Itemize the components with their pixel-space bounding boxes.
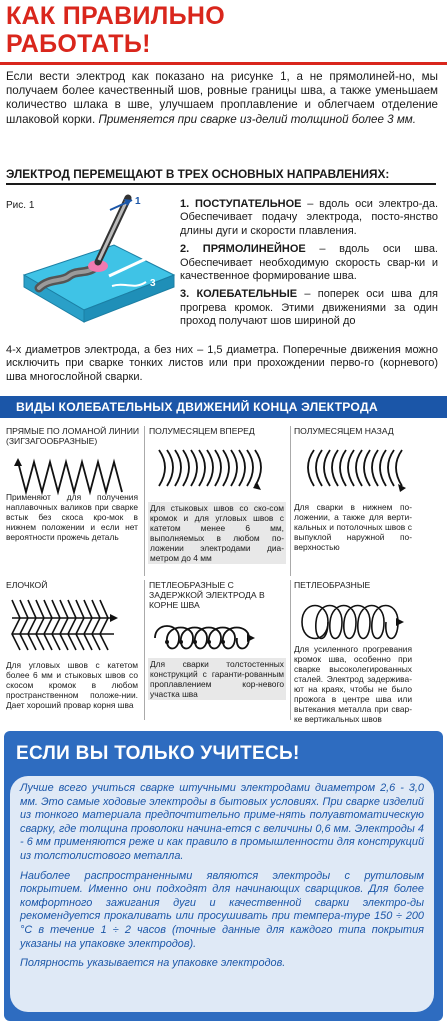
direction-item-2-title: 2. ПРЯМОЛИНЕЙНОЕ: [180, 243, 306, 256]
intro-italic: Применяется при сварке из-делий толщиной более 3 мм.: [98, 112, 416, 126]
cell-separator: [144, 580, 145, 720]
page-title-line1: КАК ПРАВИЛЬНО: [6, 2, 225, 30]
motion-desc-loop-root: Для сварки толстостенных конструкций с гаранти-рованным проплавлением кор-невого участка шва: [150, 659, 284, 699]
motion-desc-crescent-forward: Для стыковых швов со ско-сом кромок и для угловых швов с катетом менее 6 мм, выполняемых в любом по-ложении электродами диа-метром до 4 мм: [150, 503, 284, 563]
beginner-box-title: ЕСЛИ ВЫ ТОЛЬКО УЧИТЕСЬ!: [16, 743, 300, 764]
direction-item-1-text: – вдоль оси электро-да. Обеспечивает подачу электрода, посто-янство длины дуги и скорости плавления.: [180, 198, 438, 237]
directions-list: [180, 198, 438, 334]
crescent-back-pattern-icon: [294, 442, 424, 492]
motion-title-loop: ПЕТЛЕОБРАЗНЫЕ: [294, 580, 371, 590]
direction-item-3-continued: 4-х диаметров электрода, а без них – 1,5 диаметра. Поперечные движения можно исключить при сварке тонких листов или при прохождении перво-го (корневого) шва многослойной сварки.: [6, 344, 438, 383]
direction-item-3-title: 3. КОЛЕБАТЕЛЬНЫЕ: [180, 288, 298, 301]
figure-label: Рис. 1: [6, 200, 35, 211]
motion-cell-crescent-forward: [149, 426, 289, 492]
motion-title-crescent-forward: ПОЛУМЕСЯЦЕМ ВПЕРЕД: [149, 426, 255, 436]
intro-text: Если вести электрод как показано на рисунке 1, а не прямолиней-но, мы получаем более качественный шов, ровные границы шва, а также уменьшаем количество шлака в шве, улучшаем проплавление и облегчаем отделение шлаковой корки.: [6, 70, 438, 126]
motion-desc-herringbone: Для угловых швов с катетом более 6 мм и стыковых швов со скосом кромок в любом пространственном положе-нии. Дает хороший провар корня шва: [6, 660, 138, 710]
cell-separator: [290, 426, 291, 576]
direction-item-1-title: 1. ПОСТУПАТЕЛЬНОЕ: [180, 198, 302, 210]
fig-number-2: 2: [154, 242, 160, 253]
intro-paragraph: [6, 70, 438, 127]
motion-desc-loop: Для усиленного прогревания кромок шва, особенно при сварке высоколегированных сталей. Электрод задержива-ют на краях, чтобы не было прожога в центре шва или вытекания металла при свар-ке вертикальных швов: [294, 644, 412, 724]
motion-cell-herringbone: [6, 580, 146, 656]
motion-cell-crescent-back: [294, 426, 434, 492]
directions-heading: ЭЛЕКТРОД ПЕРЕМЕЩАЮТ В ТРЕХ ОСНОВНЫХ НАПРАВЛЕНИЯХ:: [6, 167, 390, 181]
cell-separator: [290, 580, 291, 720]
fig-number-3: 3: [150, 278, 156, 289]
direction-item-3: [180, 288, 438, 328]
loop-pattern-icon: [294, 594, 424, 650]
motion-desc-zigzag: Применяют для получения наплавочных валиков при сварке встык без скоса кро-мок в нижнем положении и если нет вероятности прожечь деталь: [6, 492, 138, 542]
electrode-figure: [14, 190, 176, 340]
motion-cell-zigzag: [6, 426, 146, 502]
motion-title-herringbone: ЕЛОЧКОЙ: [6, 580, 48, 590]
page-title: [6, 2, 386, 58]
motions-band-title: ВИДЫ КОЛЕБАТЕЛЬНЫХ ДВИЖЕНИЙ КОНЦА ЭЛЕКТРОДА: [16, 400, 378, 414]
motion-cell-loop-root: [149, 580, 289, 658]
direction-item-2: [180, 243, 438, 283]
page-title-line2: РАБОТАТЬ!: [6, 30, 151, 58]
directions-heading-underline: [6, 183, 436, 185]
beginner-paragraph-3: Полярность указывается на упаковке электродов.: [20, 957, 286, 970]
title-divider: [0, 62, 447, 65]
direction-item-2-text: – вдоль оси шва. Обеспечивает необходимую скорость свар-ки и качественное формирование шва.: [180, 243, 438, 283]
fig-number-1: 1: [135, 196, 141, 207]
crescent-forward-pattern-icon: [149, 442, 284, 492]
direction-item-3-text: – поперек оси шва для прогрева кромок. Этими движениями за один проход получают шов шириной до: [180, 288, 438, 328]
motion-cell-loop: [294, 580, 434, 650]
beginner-box-text: [20, 782, 424, 977]
loop-root-pattern-icon: [149, 612, 284, 658]
beginner-paragraph-2: Наиболее распространенными являются электроды с рутиловым покрытием. Именно они подходят для начинающих сварщиков. Для более комфортного зажигания дуги и качественной сварки электро-ды рекомендуется прокаливать или просушивать при темпера-туре 150 ÷ 200 °С в течение 1 ÷ 2 часов (точные данные для каждого типа покрытия указаны на упаковке электродов).: [20, 869, 424, 950]
motion-title-loop-root: ПЕТЛЕОБРАЗНЫЕ С ЗАДЕРЖКОЙ ЭЛЕКТРОДА В КОРНЕ ШВА: [149, 580, 265, 610]
cell-separator: [144, 426, 145, 576]
motion-title-zigzag: ПРЯМЫЕ ПО ЛОМАНОЙ ЛИНИИ (ЗИГЗАГООБРАЗНЫЕ): [6, 426, 140, 446]
motion-desc-crescent-back: Для сварки в нижнем по-ложении, а также для верти-кальных и потолочных швов с выпуклой наружной по-верхностью: [294, 502, 412, 552]
herringbone-pattern-icon: [6, 594, 136, 656]
beginner-paragraph-1: Лучше всего учиться сварке штучными электродами диаметром 2,6 - 3,0 мм. Это самые ходовые электроды в бытовых условиях. При сварке изделий из тонкого материала предпочтительно приме-нять полуавтоматическую сварку, где толщина проволоки начина-ется с величины 0,6 мм. Электроды 4 - 6 мм применяются реже и как правило в промышленности для конструкций из толстолистового металла.: [20, 782, 424, 862]
motion-title-crescent-back: ПОЛУМЕСЯЦЕМ НАЗАД: [294, 426, 394, 436]
direction-item-1: [180, 198, 438, 238]
